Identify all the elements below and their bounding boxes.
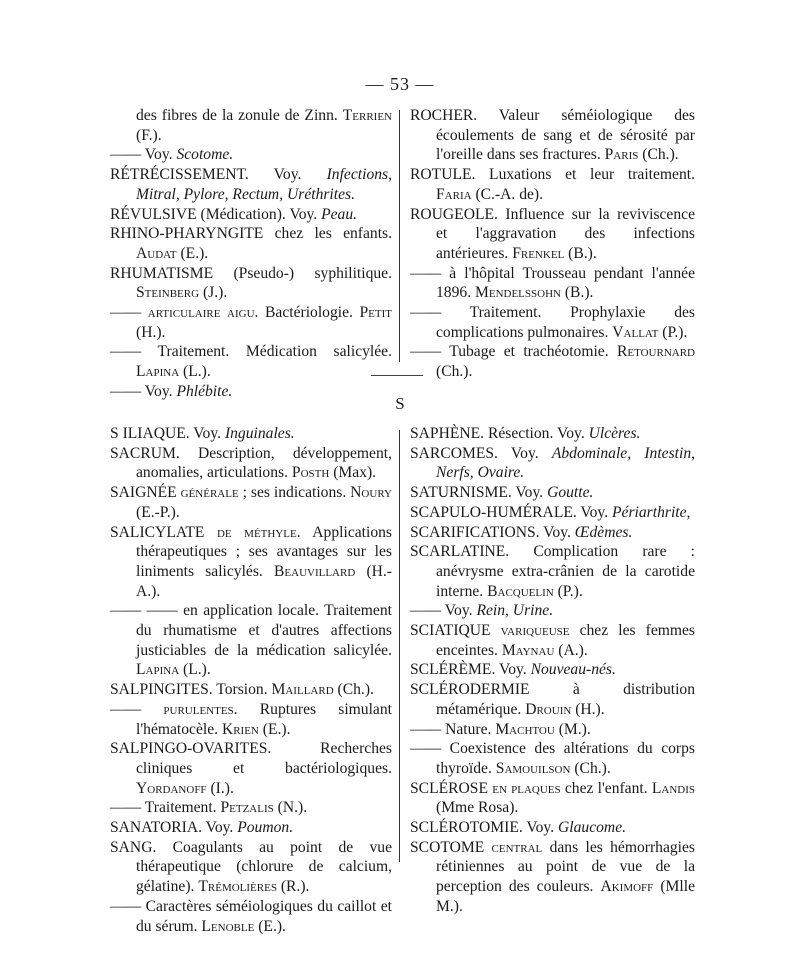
- entry-text: (I.).: [206, 779, 234, 797]
- index-entry: [110, 303, 392, 342]
- entry-text: SARCOMES. Voy.: [410, 444, 552, 462]
- author-name: générale: [180, 484, 239, 502]
- index-entry: [110, 739, 392, 798]
- entry-text: (C.-A. de).: [471, 185, 544, 203]
- entry-text: (H.-A.).: [136, 562, 393, 600]
- author-name: Drouin: [525, 700, 572, 718]
- entry-text: SCOTOME: [410, 838, 492, 856]
- column-divider-top: [399, 110, 400, 362]
- index-entry: [410, 621, 695, 660]
- index-entry: [410, 303, 695, 342]
- index-entry: [110, 342, 392, 381]
- index-entry: [410, 818, 695, 838]
- entry-text: —— Voy.: [110, 382, 177, 400]
- entry-text: SCLÉRÈME. Voy.: [410, 661, 531, 679]
- author-name: Retournard: [616, 343, 695, 361]
- author-name: Trémolières: [198, 878, 277, 896]
- author-name: Landis: [651, 779, 695, 797]
- author-name: Petit: [359, 304, 392, 322]
- column-divider-bottom: [399, 430, 400, 862]
- entry-text: SAPHÈNE. Résection. Voy.: [410, 425, 589, 442]
- index-entry: [110, 145, 392, 165]
- entry-text: . Bactériologie.: [254, 304, 360, 322]
- cross-reference: Rein, Urine.: [476, 602, 554, 620]
- entry-text: (Max).: [329, 464, 377, 482]
- entry-text: (Ch.).: [436, 363, 473, 381]
- index-entry: [410, 106, 695, 165]
- author-name: Machtou: [495, 720, 555, 738]
- entry-text: SCAPULO-HUMÉRALE. Voy.: [410, 503, 613, 521]
- author-name: Frenkel: [512, 244, 565, 262]
- index-entry: [110, 483, 392, 522]
- entry-text: RÉVULSIVE (Médication). Voy.: [110, 205, 322, 223]
- index-entry: [410, 542, 695, 601]
- entry-text: des fibres de la zonule de Zinn.: [136, 107, 343, 124]
- entry-text: S ILIAQUE. Voy.: [110, 425, 225, 442]
- author-name: purulentes: [163, 700, 234, 718]
- entry-text: SCLÉROTOMIE. Voy.: [410, 819, 559, 837]
- entry-text: SALPINGO-OVARITES. Recherches cliniques et bactériologiques.: [110, 740, 392, 777]
- entry-text: RHUMATISME (Pseudo-) syphilitique.: [110, 264, 392, 282]
- index-entry: [110, 165, 392, 204]
- cross-reference: Peau.: [321, 205, 358, 223]
- author-name: Mendelssohn: [474, 284, 561, 302]
- index-entry: [110, 106, 392, 145]
- index-entry: [410, 523, 695, 543]
- index-entry: [110, 264, 392, 303]
- author-name: Maynau: [501, 641, 555, 659]
- author-name: central: [491, 838, 543, 856]
- index-entry: [410, 205, 695, 264]
- index-entry: [410, 503, 695, 523]
- index-entry: [410, 739, 695, 778]
- entry-text: (Mme Rosa).: [436, 799, 519, 817]
- entry-text: SALPINGITES. Torsion.: [110, 681, 272, 699]
- entry-text: RÉTRÉCISSEMENT. Voy.: [110, 166, 327, 184]
- index-entry: [110, 680, 392, 700]
- author-name: Bacquelin: [487, 582, 554, 600]
- index-entry: [110, 818, 392, 838]
- section-separator: [371, 375, 423, 376]
- entry-text: SANG. Coagulants au point de vue thérapeutique (chlorure de calcium, gélatine).: [110, 838, 392, 896]
- author-name: variqueuse: [500, 622, 570, 640]
- section-heading: S: [395, 394, 405, 413]
- cross-reference: Goutte.: [547, 484, 594, 502]
- entry-text: (R.).: [276, 878, 310, 896]
- entry-text: chez les femmes enceintes.: [436, 622, 695, 659]
- entry-text: ——: [110, 304, 148, 322]
- author-name: Akimoff: [600, 878, 654, 896]
- index-entry: [110, 601, 392, 680]
- index-entry: [110, 444, 392, 483]
- author-name: Paris: [604, 146, 639, 164]
- index-entry: [110, 897, 392, 936]
- index-entry: [110, 700, 392, 739]
- entry-text: —— Caractères séméiologiques du caillot et du sérum.: [110, 897, 392, 935]
- entry-text: (E.-P.).: [136, 503, 180, 521]
- author-name: Lenoble: [201, 917, 255, 935]
- entry-text: SCARIFICATIONS. Voy.: [410, 523, 575, 541]
- entry-text: —— Traitement.: [110, 799, 221, 817]
- index-column-bottom-right: [410, 424, 695, 917]
- entry-text: SCIATIQUE: [410, 622, 501, 640]
- entry-text: (Ch.).: [570, 759, 611, 777]
- cross-reference: Glaucome.: [558, 819, 627, 837]
- entry-text: chez l'enfant.: [560, 779, 652, 797]
- cross-reference: Infections, Mitral, Pylore, Rectum, Uréthrites.: [136, 166, 392, 203]
- author-name: Faria: [436, 185, 472, 203]
- entry-text: (B.).: [564, 244, 597, 262]
- entry-text: RHINO-PHARYNGITE chez les enfants.: [110, 225, 392, 243]
- entry-text: (F.).: [136, 126, 162, 144]
- cross-reference: Ulcères.: [588, 425, 641, 442]
- index-entry: [410, 838, 695, 917]
- entry-text: ROCHER. Valeur séméiologique des écoulements de sang et de sérosité par l'oreille dans ses fractures.: [410, 107, 695, 164]
- cross-reference: Périarthrite,: [612, 503, 691, 521]
- entry-text: SCLÉRODERMIE à distribution métamérique.: [410, 681, 695, 718]
- entry-text: —— Coexistence des altérations du corps thyroïde.: [410, 740, 695, 777]
- entry-text: (L.).: [179, 661, 211, 679]
- index-entry: [110, 523, 392, 602]
- author-name: Krien: [221, 720, 259, 738]
- entry-text: ROTULE. Luxations et leur traitement.: [410, 166, 695, 184]
- author-name: Posth: [291, 464, 330, 482]
- entry-text: (Ch.).: [333, 681, 374, 699]
- entry-text: ; ses indications.: [238, 484, 351, 502]
- entry-text: (E.).: [176, 244, 209, 262]
- entry-text: . Ruptures simulant l'hématocèle.: [136, 700, 392, 738]
- author-name: Beauvillard: [274, 562, 356, 580]
- author-name: Maillard: [271, 681, 334, 699]
- entry-text: —— Traitement. Prophylaxie des complications pulmonaires.: [410, 304, 695, 341]
- entry-text: . Applications thérapeutiques ; ses avantages sur les liniments salicylés.: [136, 523, 392, 580]
- index-column-top-left: [110, 106, 392, 402]
- author-name: articulaire aigu: [147, 304, 255, 322]
- entry-text: SATURNISME. Voy.: [410, 484, 548, 502]
- index-column-bottom-left: [110, 424, 392, 936]
- index-entry: [410, 165, 695, 204]
- index-entry: [110, 424, 392, 444]
- index-entry: [410, 680, 695, 719]
- cross-reference: Inguinales.: [224, 425, 295, 442]
- page-number: — 53 —: [365, 74, 435, 94]
- cross-reference: Œdèmes.: [574, 523, 633, 541]
- author-name: Yordanoff: [136, 779, 207, 797]
- author-name: Terrien: [342, 107, 392, 124]
- index-entry: [410, 720, 695, 740]
- author-name: Vallat: [612, 323, 659, 341]
- author-name: Petzalis: [220, 799, 274, 817]
- entry-text: (L.).: [179, 363, 211, 381]
- entry-text: (P.).: [553, 582, 583, 600]
- entry-text: (E.).: [254, 917, 286, 935]
- entry-text: ——: [110, 700, 164, 718]
- entry-text: —— Nature.: [410, 720, 496, 738]
- entry-text: —— Traitement. Médication salicylée.: [110, 343, 392, 361]
- author-name: Lapina: [136, 661, 180, 679]
- entry-text: SACRUM. Description, développement, anomalies, articulations.: [110, 444, 392, 482]
- entry-text: —— Voy.: [110, 146, 177, 164]
- index-entry: [110, 798, 392, 818]
- entry-text: —— —— en application locale. Traitement du rhumatisme et d'autres affections justiciables de la médication salicylée.: [110, 602, 392, 659]
- entry-text: SAIGNÉE: [110, 484, 181, 502]
- entry-text: (H.).: [136, 323, 166, 341]
- entry-text: (N.).: [273, 799, 308, 817]
- index-entry: [110, 224, 392, 263]
- index-entry: [410, 424, 695, 444]
- author-name: Audat: [136, 244, 177, 262]
- entry-text: SANATORIA. Voy.: [110, 819, 238, 837]
- index-entry: [110, 205, 392, 225]
- index-entry: [410, 601, 695, 621]
- entry-text: (J.).: [199, 284, 228, 302]
- entry-text: SALICYLATE: [110, 523, 217, 541]
- author-name: Lapina: [136, 363, 180, 381]
- entry-text: dans les hémorrhagies rétiniennes au point de vue de la perception des couleurs.: [436, 838, 695, 896]
- entry-text: —— à l'hôpital Trousseau pendant l'année 1896.: [410, 264, 695, 302]
- entry-text: (P.).: [658, 323, 688, 341]
- index-entry: [110, 838, 392, 897]
- index-entry: [410, 779, 695, 818]
- author-name: Steinberg: [136, 284, 200, 302]
- entry-text: (M.).: [554, 720, 591, 738]
- author-name: Noury: [350, 484, 392, 502]
- index-entry: [410, 483, 695, 503]
- author-name: en plaques: [492, 779, 561, 797]
- entry-text: —— Voy.: [410, 602, 477, 620]
- entry-text: (E.).: [258, 720, 291, 738]
- cross-reference: Phlébite.: [176, 382, 233, 400]
- entry-text: —— Tubage et trachéotomie.: [410, 343, 617, 361]
- cross-reference: Nouveau-nés.: [530, 661, 616, 679]
- author-name: Samouilson: [495, 759, 571, 777]
- entry-text: (A.).: [554, 641, 588, 659]
- entry-text: (B.).: [560, 284, 594, 302]
- author-name: de méthyle: [216, 523, 297, 541]
- entry-text: (Mlle M.).: [436, 878, 695, 915]
- entry-text: (H.).: [571, 700, 605, 718]
- entry-text: SCLÉROSE: [410, 779, 493, 797]
- cross-reference: Abdominale, Intestin, Nerfs, Ovaire.: [436, 444, 696, 482]
- entry-text: ROUGEOLE. Influence sur la reviviscence et l'aggravation des infections antérieures.: [410, 205, 695, 262]
- index-entry: [410, 660, 695, 680]
- index-entry: [410, 444, 695, 483]
- entry-text: (Ch.).: [638, 146, 679, 164]
- index-entry: [410, 342, 695, 381]
- index-entry: [410, 264, 695, 303]
- entry-text: SCARLATINE. Complication rare : anévrysme extra-crânien de la carotide interne.: [410, 543, 695, 600]
- cross-reference: Poumon.: [237, 819, 294, 837]
- cross-reference: Scotome.: [176, 146, 234, 164]
- index-column-top-right: [410, 106, 695, 382]
